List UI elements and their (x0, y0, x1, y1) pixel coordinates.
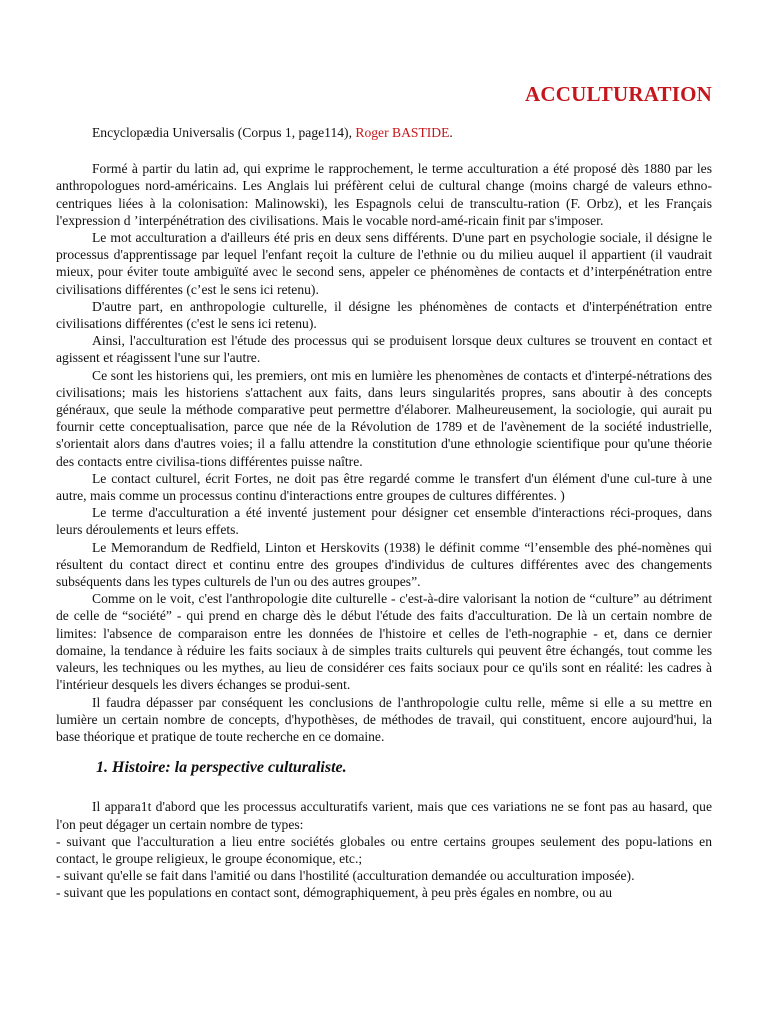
paragraph-8: Le Memorandum de Redfield, Linton et Herskovits (1938) le définit comme “l’ensemble des phé-nomènes qui résultent du contact direct et continu entre des groupes d'individus de cultures différentes avec des changements subséquents dans les types culturels de l'un ou des autres groupes”. (56, 539, 712, 590)
paragraph-1: Formé à partir du latin ad, qui exprime le rapprochement, le terme acculturation a été proposé dès 1880 par les anthropologues nord-américains. Les Anglais lui préfèrent celui de cultural change (moins chargé de valeurs ethno-centriques liées à la colonisation: Malinowski), les Espagnols celui de transcultu-ration (F. Orbz), et les Français l'expression d ’interpénétration des civilisations. Mais le vocable nord-amé-ricain finit par s'imposer. (56, 161, 712, 228)
source-author: Roger BASTIDE (355, 125, 450, 140)
source-citation (56, 124, 712, 141)
paragraph-7: Le terme d'acculturation a été inventé justement pour désigner cet ensemble d'interactions réci-proques, dans leurs déroulements et leurs effets. (56, 505, 712, 538)
source-suffix: . (449, 125, 453, 140)
paragraph-6: Le contact culturel, écrit Fortes, ne doit pas être regardé comme le transfert d'un élément d'une cul-ture à une autre, mais comme un processus continu d'interactions entre groupes de cultures différentes. ) (56, 470, 712, 504)
paragraph-9: Comme on le voit, c'est l'anthropologie dite culturelle - c'est-à-dire valorisant la notion de “culture” au détriment de celle de “société” - qui prend en charge dès le début l'étude des faits d'acculturation. De là un certain nombre de limites: l'absence de comparaison entre les données de l'histoire et celles de l'eth-nographie - et, dans ce dernier domaine, la tendance à réduire les faits sociaux à de simples traits culturels qui peuvent être échangés, tout comme les valeurs, les techniques ou les mythes, au lieu de considérer ces faits sociaux pour ce qu'ils sont en réalité: les cadres à l'intérieur desquels les divers échanges se produi-sent. (56, 591, 712, 693)
paragraph-10: Il faudra dépasser par conséquent les conclusions de l'anthropologie cultu relle, même si elle a su mettre en lumière un certain nombre de concepts, d'hypothèses, de méthodes de travail, qui constituent, encore aujourd'hui, la base théorique et pratique de toute recherche en ce domaine. (56, 694, 712, 744)
list-item: - suivant que l'acculturation a lieu entre sociétés globales ou entre certains groupes seulement des popu-lations en contact, le groupe religieux, le groupe économique, etc.; (56, 833, 712, 866)
document-body (56, 124, 712, 902)
document-title: ACCULTURATION (525, 82, 712, 106)
paragraph-2: Le mot acculturation a d'ailleurs été pris en deux sens différents. D'une part en psychologie sociale, il désigne le processus d'apprentissage par lequel l'enfant reçoit la culture de l'ethnie ou du milieu auquel il appartient (il vaudrait mieux, pour éviter toute ambiguïté avec le second sens, appeler ce phénomènes de contacts et d’interpénétration entre civilisations différentes (c’est le sens ici retenu). (56, 230, 712, 297)
paragraph-5: Ce sont les historiens qui, les premiers, ont mis en lumière les phenomènes de contacts et d'interpé-nétrations des civilisations; mais les historiens s'attachent aux faits, dans leurs singularités propres, sans aboutir à des concepts généraux, que seule la méthode comparative peut permettre d'élaborer. Malheureusement, la sociologie, qui aurait pu fournir cette conceptualisation, parce que née de la Révolution de 1789 et de l'avènement de la société industrielle, s'orientait alors dans d'autres voies; il a fallu attendre la constitution d'une ethnologie scientifique pour qu'une théorie des contacts entre civilisa-tions différentes puisse naître. (56, 367, 712, 469)
section-intro: Il appara1t d'abord que les processus acculturatifs varient, mais que ces variations ne se font pas au hasard, que l'on peut dégager un certain nombre de types: (56, 799, 712, 832)
source-prefix: Encyclopædia Universalis (Corpus 1, page114), (92, 125, 356, 140)
paragraph-3: D'autre part, en anthropologie culturelle, il désigne les phénomènes de contacts et d'interpénétration entre civilisations différentes (c'est le sens ici retenu). (56, 298, 712, 332)
section-heading: 1. Histoire: la perspective culturaliste. (96, 759, 347, 777)
list-item: - suivant qu'elle se fait dans l'amitié ou dans l'hostilité (acculturation demandée ou acculturation imposée). (56, 868, 635, 884)
paragraph-4: Ainsi, l'acculturation est l'étude des processus qui se produisent lorsque deux cultures se trouvent en contact et agissent et réagissent l'une sur l'autre. (56, 333, 712, 366)
list-item: - suivant que les populations en contact sont, démographiquement, à peu près égales en nombre, ou au (56, 885, 613, 901)
